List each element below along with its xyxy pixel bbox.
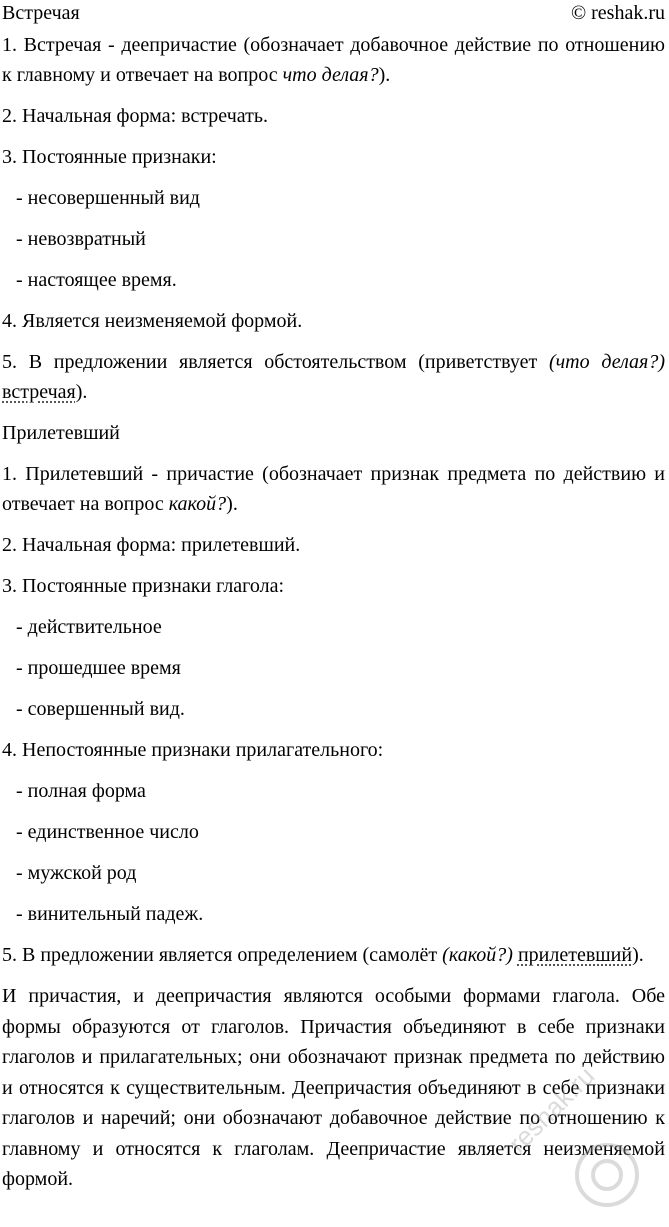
section2-point5-text: 5. В предложении является определением (самолёт: [2, 944, 443, 966]
section1-point5-text: 5. В предложении является обстоятельством (приветствует: [2, 351, 549, 373]
section2-point1: [2, 459, 665, 519]
watermark-text: reshak.ru: [502, 1060, 601, 1159]
section2-list-item: - совершенный вид.: [16, 698, 185, 720]
section1-point5-question: (что делая?): [548, 351, 666, 373]
section1-list-item: - настоящее время.: [16, 269, 177, 291]
conclusion-paragraph: И причастия, и деепричастия являются особыми формами глагола. Обе формы образуются от глаголов. Причастия объединяют в себе признаки глаголов и прилагательных; они обозначают признак предмета по действию и относятся к существительным. Деепричастия объединяют в себе признаки глаголов и наречий; они обозначают добавочное действие по отношению к главному и относятся к глаголам. Деепричастие является неизменяемой формой.: [2, 985, 665, 1190]
section2-list-item: - единственное число: [16, 821, 199, 843]
section2-point1-question: какой?: [168, 493, 227, 515]
section1-point3: 3. Постоянные признаки:: [2, 146, 217, 168]
section2-point5-end: ).: [632, 944, 644, 966]
section1-point5-word: встречая: [2, 381, 76, 403]
copyright-notice: © reshak.ru: [570, 2, 665, 24]
section2-list-item: - винительный падеж.: [16, 903, 204, 925]
section1-point5: [2, 347, 665, 407]
section2-list-item: - действительное: [16, 616, 162, 638]
section1-point1: [2, 30, 665, 90]
section2-point3: 3. Постоянные признаки глагола:: [2, 575, 285, 597]
section1-point4: 4. Является неизменяемой формой.: [2, 310, 303, 332]
section2-point5-question: (какой?): [442, 944, 513, 966]
page-header: [2, 0, 665, 30]
section2-point1-text: 1. Прилетевший - причастие (обозначает признак предмета по действию и отвечает на вопрос: [2, 463, 665, 515]
section2-list-item: - прошедшее время: [16, 657, 181, 679]
section1-point1-text: 1. Встречая - деепричастие (обозначает добавочное действие по отношению к главному и отвечает на вопрос: [2, 34, 665, 86]
section1-list-item: - несовершенный вид: [16, 187, 200, 209]
section2-point5-word: прилетевший: [517, 944, 633, 966]
section1-list-item: - невозвратный: [16, 228, 146, 250]
section1-point2: 2. Начальная форма: встречать.: [2, 105, 268, 127]
section2-list-item: - полная форма: [16, 780, 146, 802]
section2-point4: 4. Непостоянные признаки прилагательного:: [2, 739, 384, 761]
section2-list-item: - мужской род: [16, 862, 137, 884]
section2-point5: [2, 940, 665, 970]
section2-point2: 2. Начальная форма: прилетевший.: [2, 534, 301, 556]
section2-point1-end: ).: [226, 493, 238, 515]
section1-point1-end: ).: [378, 64, 391, 86]
section1-point1-question: что делая?: [282, 64, 379, 86]
section2-heading: Прилетевший: [2, 422, 120, 444]
section1-point5-end: ).: [75, 381, 88, 403]
document-page: [2, 0, 665, 1195]
page-title: Встречая: [2, 2, 80, 24]
